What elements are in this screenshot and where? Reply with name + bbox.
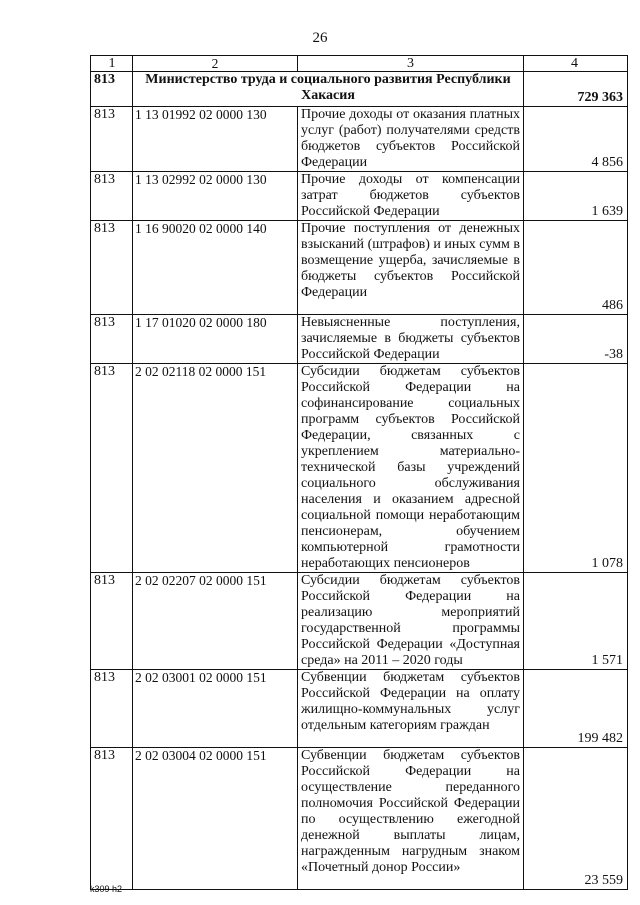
header-col-4: 4 <box>524 56 628 72</box>
row-description: Прочие поступления от денежных взысканий (штрафов) и иных сумм в возмещение ущерба, зачисляемые в бюджеты субъектов Российской Федерации <box>298 221 524 315</box>
header-col-2: 2 <box>133 56 298 72</box>
table-header-row <box>91 56 628 72</box>
header-col-3: 3 <box>298 56 524 72</box>
row-description: Субсидии бюджетам субъектов Российской Федерации на софинансирование социальных программ субъектов Российской Федерации, связанных с укреплением материально-технической базы учреждений социального обслуживания населения и оказанием адресной социальной помощи неработающим пенсионерам, обучением компьютерной грамотности неработающих пенсионеров <box>298 364 524 573</box>
row-amount: 486 <box>524 221 628 315</box>
table-row <box>91 107 628 172</box>
ministry-amount: 729 363 <box>524 72 628 107</box>
row-admin-code: 813 <box>91 107 133 172</box>
row-admin-code: 813 <box>91 172 133 221</box>
table-row <box>91 221 628 315</box>
header-col-1: 1 <box>91 56 133 72</box>
page-number: 26 <box>312 30 328 46</box>
table-row <box>91 364 628 573</box>
row-description: Субвенции бюджетам субъектов Российской Федерации на оплату жилищно-коммунальных услуг отдельным категориям граждан <box>298 670 524 748</box>
row-admin-code: 813 <box>91 748 133 890</box>
revenue-table <box>90 55 628 890</box>
row-amount: 1 571 <box>524 573 628 670</box>
row-kbk: 1 13 01992 02 0000 130 <box>133 107 298 172</box>
row-kbk: 2 02 03001 02 0000 151 <box>133 670 298 748</box>
row-description: Невыясненные поступления, зачисляемые в бюджеты субъектов Российской Федерации <box>298 315 524 364</box>
row-amount: 1 078 <box>524 364 628 573</box>
footer-document-code: k309 h2 <box>90 884 123 894</box>
row-kbk: 2 02 02207 02 0000 151 <box>133 573 298 670</box>
row-amount: -38 <box>524 315 628 364</box>
row-kbk: 1 16 90020 02 0000 140 <box>133 221 298 315</box>
row-admin-code: 813 <box>91 221 133 315</box>
row-admin-code: 813 <box>91 573 133 670</box>
table-row <box>91 748 628 890</box>
ministry-row <box>91 72 628 107</box>
ministry-code: 813 <box>91 72 133 107</box>
table-row <box>91 172 628 221</box>
row-description: Субвенции бюджетам субъектов Российской Федерации на осуществление переданного полномочия Российской Федерации по осуществлению ежегодной денежной выплаты лицам, награжденным нагрудным знаком «Почетный донор России» <box>298 748 524 890</box>
table-row <box>91 670 628 748</box>
row-kbk: 2 02 03004 02 0000 151 <box>133 748 298 890</box>
table-row <box>91 315 628 364</box>
row-admin-code: 813 <box>91 315 133 364</box>
row-kbk: 2 02 02118 02 0000 151 <box>133 364 298 573</box>
row-kbk: 1 13 02992 02 0000 130 <box>133 172 298 221</box>
table-row <box>91 573 628 670</box>
row-admin-code: 813 <box>91 364 133 573</box>
row-description: Субсидии бюджетам субъектов Российской Федерации на реализацию мероприятий государственной программы Российской Федерации «Доступная среда» на 2011 – 2020 годы <box>298 573 524 670</box>
row-kbk: 1 17 01020 02 0000 180 <box>133 315 298 364</box>
row-amount: 4 856 <box>524 107 628 172</box>
row-amount: 1 639 <box>524 172 628 221</box>
row-amount: 199 482 <box>524 670 628 748</box>
row-admin-code: 813 <box>91 670 133 748</box>
ministry-name: Министерство труда и социального развития Республики Хакасия <box>133 72 524 107</box>
row-description: Прочие доходы от компенсации затрат бюджетов субъектов Российской Федерации <box>298 172 524 221</box>
row-description: Прочие доходы от оказания платных услуг (работ) получателями средств бюджетов субъектов Российской Федерации <box>298 107 524 172</box>
row-amount: 23 559 <box>524 748 628 890</box>
